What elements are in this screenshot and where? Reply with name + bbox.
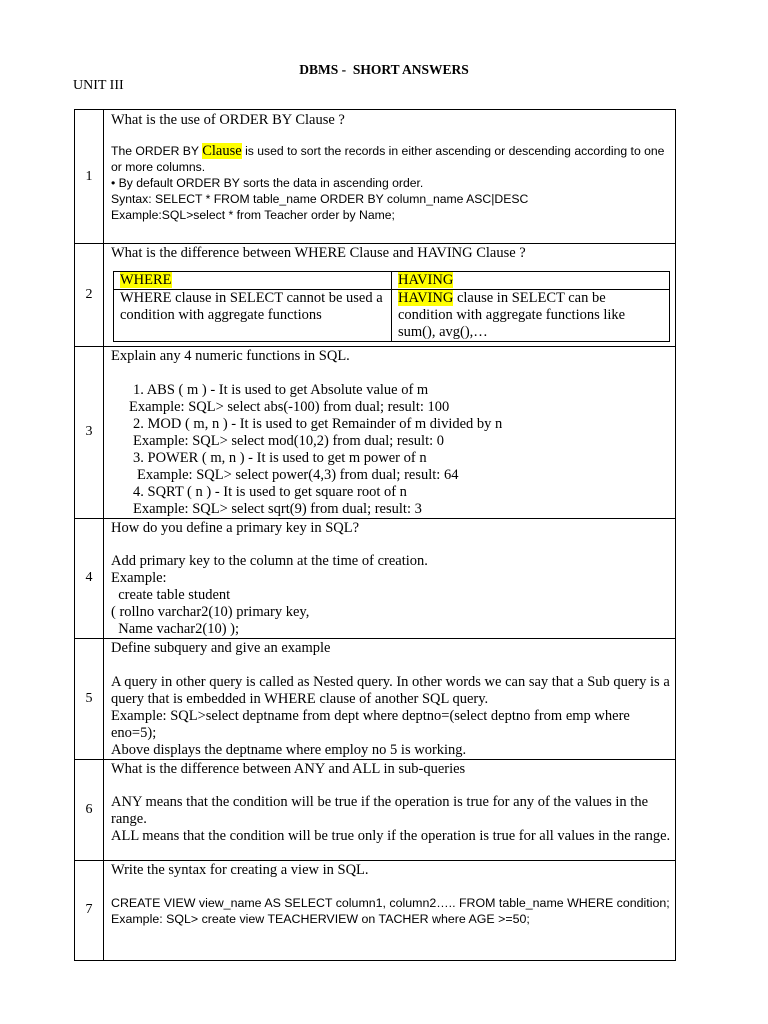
highlighted-word: Clause [202, 142, 242, 159]
answer-line: Example: [111, 570, 167, 586]
highlighted-word: HAVING [398, 289, 454, 306]
row-number: 1 [75, 110, 104, 244]
row-content [104, 110, 676, 244]
answer-paragraph: ALL means that the condition will be true only if the operation is true for all values in the range. [111, 828, 671, 844]
row-number: 5 [75, 639, 104, 760]
table-row [75, 759, 676, 860]
answer-line: Example: SQL> create view TEACHERVIEW on TACHER where AGE >=50; [111, 912, 530, 926]
function-example: Example: SQL> select abs(-100) from dual; result: 100 [129, 398, 450, 415]
having-heading: HAVING [398, 271, 454, 288]
answer-paragraph: Above displays the deptname where employ no 5 is working. [111, 741, 467, 758]
qa-table [74, 109, 676, 961]
code-line: create table student [111, 587, 231, 603]
answer-fragment: clause in SELECT can be condition with aggregate functions like sum(), avg(),… [398, 289, 626, 340]
row-content [104, 759, 676, 860]
answer-fragment: is used to sort the records in either ascending or descending according to one or more columns. [111, 143, 665, 174]
table-row [75, 244, 676, 347]
table-row [75, 110, 676, 244]
table-row [75, 860, 676, 960]
function-item: 4. SQRT ( n ) - It is used to get square root of n [133, 483, 407, 500]
answer-line: • By default ORDER BY sorts the data in ascending order. [111, 175, 424, 190]
question-text: Write the syntax for creating a view in SQL. [111, 861, 369, 878]
function-item: 1. ABS ( m ) - It is used to get Absolute value of m [133, 381, 429, 398]
row-content [104, 860, 676, 960]
answer-paragraph: A query in other query is called as Nested query. In other words we can say that a Sub query is a query that is embedded in WHERE clause of another SQL query. [111, 673, 670, 707]
answer-text [111, 143, 671, 175]
unit-label: UNIT III [73, 78, 124, 93]
row-number: 6 [75, 759, 104, 860]
row-number: 2 [75, 244, 104, 347]
answer-line: Add primary key to the column at the time of creation. [111, 553, 428, 569]
question-text: What is the use of ORDER BY Clause ? [111, 112, 345, 128]
row-number: 3 [75, 347, 104, 519]
function-example: Example: SQL> select mod(10,2) from dual; result: 0 [133, 432, 444, 449]
table-row [75, 518, 676, 639]
row-number: 7 [75, 860, 104, 960]
row-content [104, 639, 676, 760]
question-text: How do you define a primary key in SQL? [111, 519, 360, 536]
function-item: 3. POWER ( m, n ) - It is used to get m power of n [133, 449, 427, 466]
row-content [104, 518, 676, 639]
answer-paragraph: Example: SQL>select deptname from dept where deptno=(select deptno from emp where eno=5); [111, 707, 630, 741]
question-text: Define subquery and give an example [111, 640, 331, 656]
question-text: What is the difference between WHERE Clause and HAVING Clause ? [111, 245, 526, 261]
row-content [104, 244, 676, 347]
having-description [392, 289, 670, 341]
answer-line: CREATE VIEW view_name AS SELECT column1, column2….. FROM table_name WHERE condition; [111, 896, 670, 910]
question-text: What is the difference between ANY and ALL in sub-queries [111, 760, 466, 777]
where-description: WHERE clause in SELECT cannot be used a condition with aggregate functions [114, 289, 392, 341]
answer-fragment: The ORDER BY [111, 143, 203, 158]
answer-line: Example:SQL>select * from Teacher order by Name; [111, 207, 395, 222]
row-content [104, 347, 676, 519]
row-number: 4 [75, 518, 104, 639]
comparison-table [113, 271, 670, 342]
code-line: Name vachar2(10) ); [111, 621, 240, 637]
question-text: Explain any 4 numeric functions in SQL. [111, 348, 350, 364]
answer-line: Syntax: SELECT * FROM table_name ORDER BY column_name ASC|DESC [111, 191, 529, 206]
function-item: 2. MOD ( m, n ) - It is used to get Remainder of m divided by n [133, 415, 503, 432]
table-row [75, 639, 676, 760]
function-example: Example: SQL> select power(4,3) from dual; result: 64 [137, 466, 459, 483]
function-example: Example: SQL> select sqrt(9) from dual; result: 3 [133, 500, 422, 517]
table-row [75, 347, 676, 519]
answer-paragraph: ANY means that the condition will be true if the operation is true for any of the values in the range. [111, 794, 649, 827]
code-line: ( rollno varchar2(10) primary key, [111, 604, 310, 620]
document-title: DBMS - SHORT ANSWERS [299, 62, 469, 77]
where-heading: WHERE [120, 271, 172, 288]
